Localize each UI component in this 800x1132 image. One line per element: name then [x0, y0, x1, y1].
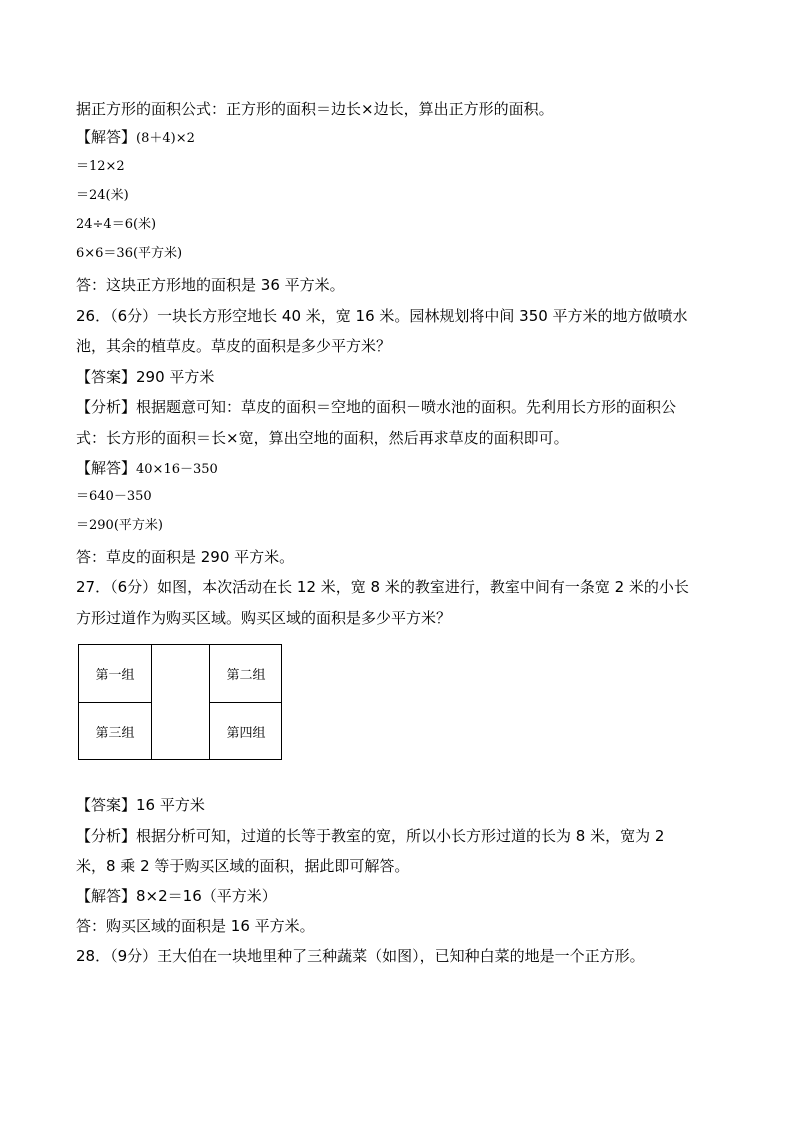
analysis-26-cont: 式：长方形的面积＝长×宽，算出空地的面积，然后再求草皮的面积即可。	[76, 429, 569, 447]
solution-27: 【解答】8×2＝16（平方米）	[76, 887, 277, 905]
math-step: ＝24(米)	[76, 188, 129, 203]
answer-26: 【答案】290 平方米	[76, 368, 215, 386]
analysis-26: 【分析】根据题意可知：草皮的面积＝空地的面积－喷水池的面积。先利用长方形的面积公	[76, 398, 677, 416]
math-step: 6×6＝36(平方米)	[76, 246, 183, 261]
solution-26	[76, 458, 218, 480]
math-expression: 40×16－350	[136, 462, 218, 477]
math-step: ＝290(平方米)	[76, 518, 163, 533]
aisle-left-border	[151, 644, 152, 760]
math-step: ＝12×2	[76, 159, 125, 174]
solution-label: 【解答】	[76, 128, 137, 146]
group-1-cell: 第一组	[95, 668, 135, 683]
question-27: 27．（6分）如图，本次活动在长 12 米，宽 8 米的教室进行，教室中间有一条宽 2 米的小长	[76, 578, 689, 596]
answer-27: 【答案】16 平方米	[76, 796, 205, 814]
group-3-cell: 第三组	[95, 725, 135, 741]
group-2-cell: 第二组	[226, 668, 266, 683]
classroom-diagram	[78, 644, 282, 760]
answer-statement: 答：这块正方形地的面积是 36 平方米。	[76, 276, 345, 294]
question-26: 26．（6分）一块长方形空地长 40 米，宽 16 米。园林规划将中间 350 平方米的地方做喷水	[76, 307, 688, 325]
analysis-27: 【分析】根据分析可知，过道的长等于教室的宽，所以小长方形过道的长为 8 米，宽为 2	[76, 827, 665, 845]
group-4-cell: 第四组	[226, 725, 266, 741]
answer-statement: 答：草皮的面积是 290 平方米。	[76, 548, 295, 566]
answer-statement: 答：购买区域的面积是 16 平方米。	[76, 917, 315, 935]
math-step: 24÷4＝6(米)	[76, 217, 157, 232]
solution-label: 【解答】	[76, 459, 137, 477]
math-expression: (8＋4)×2	[136, 131, 195, 146]
question-28: 28．（9分）王大伯在一块地里种了三种蔬菜（如图），已知种白菜的地是一个正方形。	[76, 947, 645, 965]
math-step: ＝640－350	[76, 489, 152, 504]
solution-line	[76, 127, 195, 149]
text-line: 据正方形的面积公式：正方形的面积＝边长×边长，算出正方形的面积。	[76, 100, 554, 118]
question-26-cont: 池，其余的植草皮。草皮的面积是多少平方米？	[76, 337, 392, 355]
analysis-27-cont: 米，8 乘 2 等于购买区域的面积，据此即可解答。	[76, 857, 410, 875]
question-27-cont: 方形过道作为购买区域。购买区域的面积是多少平方米？	[76, 609, 452, 627]
